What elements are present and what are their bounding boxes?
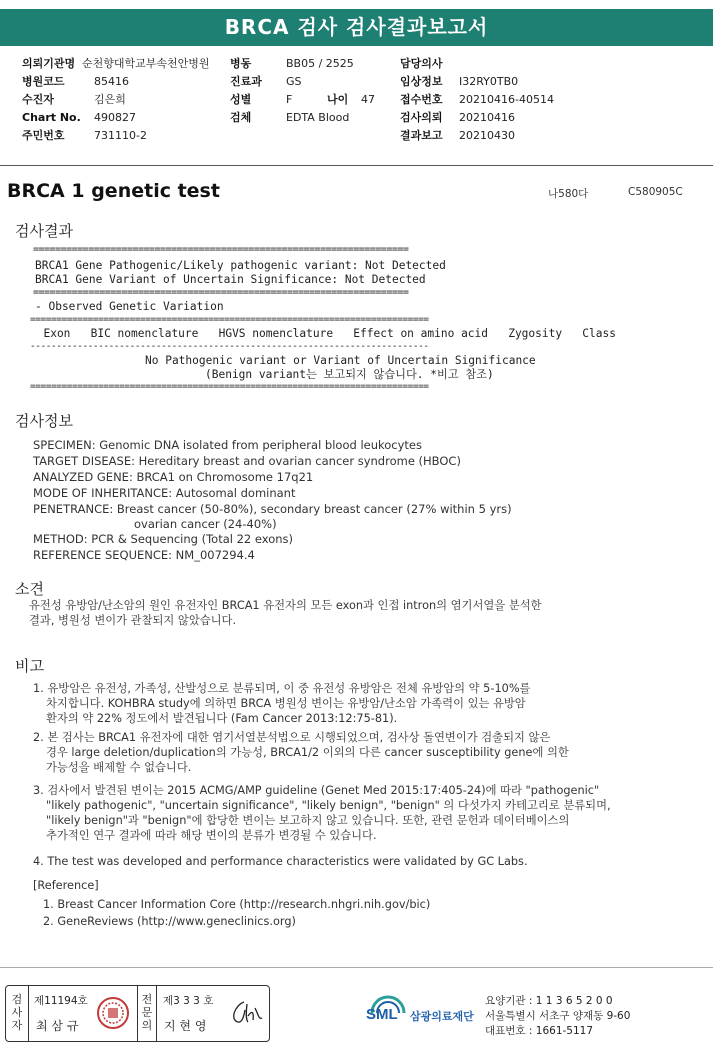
remark-1-line-2: 차지합니다. KOHBRA study에 의하면 BRCA 병원성 변이는 유방암/난소암 가족력이 있는 유방암 — [46, 697, 526, 710]
signature-box — [5, 985, 270, 1042]
variant-table-bottom: ============================================================================ — [30, 381, 429, 392]
request-value: 20210416 — [459, 111, 515, 124]
info-heading: 검사정보 — [15, 412, 73, 430]
info-method: METHOD: PCR & Sequencing (Total 22 exons) — [33, 532, 294, 546]
clinical-label: 임상정보 — [400, 75, 443, 88]
rrn-value: 731110-2 — [94, 129, 147, 142]
sex-label: 성별 — [230, 93, 252, 106]
remark-4: 4. The test was developed and performance characteristics were validated by GC Labs. — [33, 855, 528, 868]
info-reference-sequence: REFERENCE SEQUENCE: NM_007294.4 — [33, 548, 255, 562]
org-phone: 대표번호 : 1661-5117 — [485, 1025, 594, 1037]
age-value: 47 — [361, 93, 375, 106]
tester-seal-icon — [96, 996, 130, 1030]
result-separator-top: ==================================================================== — [33, 244, 409, 255]
dept-value: GS — [286, 75, 302, 88]
result-separator-mid: ==================================================================== — [33, 287, 409, 298]
report-title: BRCA 검사 검사결과보고서 — [0, 9, 713, 46]
org-logo-text: SML — [366, 1006, 398, 1023]
reference-1: 1. Breast Cancer Information Core (http://research.nhgri.nih.gov/bic) — [43, 898, 431, 911]
remark-3-line-2: "likely pathogenic", "uncertain significance", "likely benign", "benign" 의 다섯가지 카테고리로 분류되며, — [46, 799, 611, 812]
benign-note: (Benign variant는 보고되지 않습니다. *비고 참조) — [205, 368, 494, 381]
specimen-value: EDTA Blood — [286, 111, 350, 124]
result-line-vus: BRCA1 Gene Variant of Uncertain Significance: Not Detected — [35, 273, 426, 286]
result-heading: 검사결과 — [15, 222, 73, 240]
report-date-value: 20210430 — [459, 129, 515, 142]
variant-table-header: Exon BIC nomenclature HGVS nomenclature Effect on amino acid Zygosity Class — [30, 327, 616, 340]
rrn-label: 주민번호 — [22, 129, 65, 142]
doctor-label: 담당의사 — [400, 57, 443, 70]
remarks-heading: 비고 — [15, 657, 44, 675]
info-inheritance: MODE OF INHERITANCE: Autosomal dominant — [33, 486, 296, 500]
footer-divider — [0, 967, 713, 968]
result-line-pathogenic: BRCA1 Gene Pathogenic/Likely pathogenic variant: Not Detected — [35, 259, 446, 272]
dept-label: 진료과 — [230, 75, 262, 88]
info-penetrance-ovarian: ovarian cancer (24-40%) — [134, 517, 277, 531]
opinion-heading: 소견 — [15, 580, 44, 598]
ward-label: 병동 — [230, 57, 252, 70]
variant-table-dash: ---------------------------------------------------------------------------- — [30, 341, 429, 352]
chart-value: 490827 — [94, 111, 136, 124]
tester-name: 최 삼 규 — [36, 1019, 79, 1033]
test-code-2: C580905C — [628, 186, 683, 198]
remark-3-line-3: "likely benign"과 "benign"에 합당한 변이는 보고하지 않고 있습니다. 또한, 관련 문헌과 데이터베이스의 — [46, 814, 570, 827]
info-analyzed-gene: ANALYZED GENE: BRCA1 on Chromosome 17q21 — [33, 470, 314, 484]
receipt-label: 접수번호 — [400, 93, 443, 106]
reference-heading: [Reference] — [33, 879, 99, 892]
clinical-value: I32RY0TB0 — [459, 75, 519, 88]
patient-value: 김은희 — [94, 93, 126, 106]
header-divider — [0, 165, 713, 166]
receipt-value: 20210416-40514 — [459, 93, 554, 106]
report-date-label: 결과보고 — [400, 129, 443, 142]
remark-2-line-3: 가능성을 배제할 수 없습니다. — [46, 761, 192, 774]
remark-2-line-1: 2. 본 검사는 BRCA1 유전자에 대한 염기서열분석법으로 시행되었으며, 검사상 돌연변이가 검출되지 않은 — [33, 731, 551, 744]
request-label: 검사의뢰 — [400, 111, 443, 124]
org-code: 요양기관 : 1 1 3 6 5 2 0 0 — [485, 995, 613, 1007]
specialist-signature-icon — [228, 998, 264, 1028]
institution-label: 의뢰기관명 — [22, 57, 76, 70]
specialist-label: 전 문 의 — [141, 993, 153, 1032]
age-label: 나이 — [327, 93, 349, 106]
opinion-line-2: 결과, 병원성 변이가 관찰되지 않았습니다. — [29, 614, 237, 627]
opinion-line-1: 유전성 유방암/난소암의 원인 유전자인 BRCA1 유전자의 모든 exon과 인접 intron의 염기서열을 분석한 — [29, 599, 542, 612]
hospital-code-value: 85416 — [94, 75, 129, 88]
remark-2-line-2: 경우 large deletion/duplication의 가능성, BRCA1/2 이외의 다른 cancer susceptibility gene에 의한 — [46, 746, 569, 759]
remark-1-line-1: 1. 유방암은 유전성, 가족성, 산발성으로 분류되며, 이 중 유전성 유방암은 전체 유방암의 약 5-10%를 — [33, 682, 531, 695]
chart-label: Chart No. — [22, 111, 81, 124]
specialist-license-no: 제3 3 3 호 — [163, 995, 214, 1007]
remark-1-line-3: 환자의 약 22% 정도에서 발견됩니다 (Fam Cancer 2013:12:75-81). — [46, 712, 398, 725]
info-penetrance: PENETRANCE: Breast cancer (50-80%), secondary breast cancer (27% within 5 yrs) — [33, 502, 512, 516]
org-address: 서울특별시 서초구 양재동 9-60 — [485, 1010, 631, 1022]
institution-value: 순천향대학교부속천안병원 — [82, 57, 210, 70]
specimen-label: 검체 — [230, 111, 252, 124]
info-target-disease: TARGET DISEASE: Hereditary breast and ovarian cancer syndrome (HBOC) — [33, 454, 461, 468]
variant-table-separator: ============================================================================ — [30, 314, 429, 325]
specialist-name: 지 현 영 — [164, 1019, 207, 1033]
info-specimen: SPECIMEN: Genomic DNA isolated from peripheral blood leukocytes — [33, 438, 422, 452]
test-title: BRCA 1 genetic test — [7, 180, 220, 202]
test-code-1: 나580다 — [548, 188, 589, 200]
hospital-code-label: 병원코드 — [22, 75, 65, 88]
remark-3-line-1: 3. 검사에서 발견된 변이는 2015 ACMG/AMP guideline (Genet Med 2015:17:405-24)에 따라 "pathogenic" — [33, 784, 600, 797]
sex-value: F — [286, 93, 293, 106]
remark-3-line-4: 추가적인 연구 결과에 따라 해당 변이의 분류가 변경될 수 있습니다. — [46, 829, 377, 842]
observed-variation-label: - Observed Genetic Variation — [35, 300, 224, 313]
tester-license-no: 제11194호 — [34, 995, 88, 1007]
ward-value: BB05 / 2525 — [286, 57, 354, 70]
patient-label: 수진자 — [22, 93, 54, 106]
tester-label: 검 사 자 — [11, 993, 23, 1032]
reference-2: 2. GeneReviews (http://www.geneclinics.org) — [43, 915, 296, 928]
org-name: 삼광의료재단 — [410, 1010, 474, 1023]
no-variant-text: No Pathogenic variant or Variant of Uncertain Significance — [145, 354, 536, 367]
